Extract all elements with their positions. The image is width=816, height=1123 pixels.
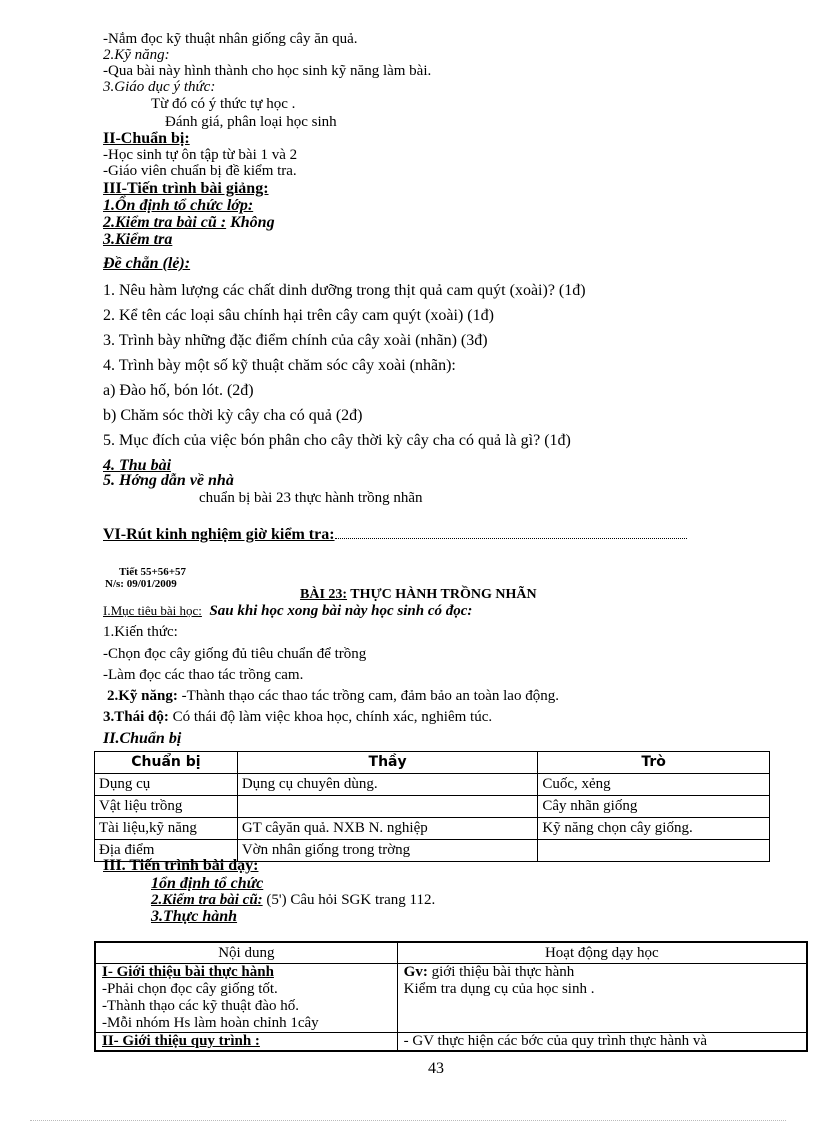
table-cell: Cuốc, xẻng: [538, 774, 770, 796]
teaching-step-1: 1ổn định tổ chức: [151, 875, 264, 892]
procedure-text: - GV thực hiện các bớc của quy trình thực hành và: [403, 1033, 708, 1049]
column-header: Chuẩn bị: [95, 752, 238, 774]
preparation-table: [94, 751, 770, 862]
column-header: Trò: [538, 752, 770, 774]
education-line-1: Từ đó có ý thức tự học .: [151, 96, 296, 112]
table-cell: [538, 840, 770, 862]
table-header-row: [95, 942, 807, 964]
table-cell: GT câyăn quả. NXB N. nghiệp: [237, 818, 538, 840]
table-cell: [95, 1033, 397, 1052]
table-cell: Dụng cụ chuyên dùng.: [237, 774, 538, 796]
column-header: Nội dung: [95, 942, 397, 964]
teaching-step-2-text: (5') Câu hỏi SGK trang 112.: [262, 892, 436, 908]
attitude-text: Có thái độ làm việc khoa học, chính xác, nghiêm túc.: [168, 709, 493, 725]
lesson-number: BÀI 23:: [300, 587, 348, 602]
table-header-row: [95, 752, 770, 774]
column-header: Hoạt động dạy học: [397, 942, 807, 964]
education-line-2: Đánh giá, phân loại học sinh: [165, 114, 337, 130]
experience-line: [103, 526, 687, 543]
question-4a: a) Đào hố, bón lót. (2đ): [103, 382, 254, 399]
procedure-title: II- Giới thiệu quy trình :: [102, 1033, 260, 1049]
intro-line-2: -Thành thạo các kỹ thuật đào hố.: [102, 998, 300, 1014]
teacher-line: [404, 964, 800, 981]
exam-heading: Đề chẵn (lẻ):: [103, 255, 191, 272]
table-cell: Tài liệu,kỹ năng: [95, 818, 238, 840]
guide-text: chuẩn bị bài 23 thực hành trồng nhãn: [199, 490, 423, 506]
table-cell: Dụng cụ: [95, 774, 238, 796]
education-heading: 3.Giáo dục ý thức:: [103, 79, 216, 95]
period-label: Tiết 55+56+57: [119, 566, 187, 578]
attitude-line: [103, 710, 492, 725]
table-cell: [397, 1033, 807, 1052]
page-number: 43: [428, 1060, 444, 1077]
activity-table: [94, 941, 808, 1052]
table-cell: Cây nhãn giống: [538, 796, 770, 818]
knowledge-line: -Nắm đọc kỹ thuật nhân giống cây ăn quả.: [103, 31, 358, 47]
teaching-step-3: 3.Thực hành: [151, 908, 238, 925]
dotted-fill-line: [335, 526, 687, 539]
table-row: [95, 818, 770, 840]
skill-line: [107, 689, 559, 704]
intro-line-3: -Mỗi nhóm Hs làm hoàn chỉnh 1cây: [102, 1015, 319, 1031]
date-label: N/s: 09/01/2009: [105, 578, 177, 590]
teacher-text: giới thiệu bài thực hành: [427, 964, 575, 980]
skills-heading: 2.Kỹ năng:: [103, 47, 170, 63]
knowledge-line-2: -Làm đọc các thao tác trồng cam.: [103, 667, 304, 683]
lesson-name: THỰC HÀNH TRỒNG NHÃN: [347, 587, 537, 602]
table-row: [95, 796, 770, 818]
objective-line: [103, 604, 472, 619]
skill-label: 2.Kỹ năng:: [107, 688, 178, 704]
attitude-label: 3.Thái độ:: [103, 709, 169, 725]
preparation-line-2: -Giáo viên chuẩn bị đề kiểm tra.: [103, 163, 297, 179]
step-2-label: 2.Kiểm tra bài cũ :: [103, 214, 227, 231]
table-cell: Vờn nhân giống trong trờng: [237, 840, 538, 862]
step-3: 3.Kiểm tra: [103, 231, 173, 248]
guide-heading: 5. Hớng dẫn về nhà: [103, 472, 234, 489]
skill-text: -Thành thạo các thao tác trồng cam, đảm bảo an toàn lao động.: [177, 688, 559, 704]
column-header: Thầy: [237, 752, 538, 774]
intro-line-1: -Phải chọn đọc cây giống tốt.: [102, 981, 278, 997]
process-heading: III-Tiến trình bài giảng:: [103, 180, 269, 197]
table-row: [95, 774, 770, 796]
question-4: 4. Trình bày một số kỹ thuật chăm sóc cây xoài (nhãn):: [103, 357, 456, 374]
collect-heading: 4. Thu bài: [103, 457, 172, 474]
knowledge-heading: 1.Kiến thức:: [103, 624, 178, 640]
table-cell: [397, 964, 807, 1033]
question-1: 1. Nêu hàm lượng các chất dinh dưỡng trong thịt quả cam quýt (xoài)? (1đ): [103, 282, 586, 299]
table-cell: [237, 796, 538, 818]
teaching-step-2-label: 2.Kiểm tra bài cũ:: [151, 892, 263, 908]
table-cell: Địa điểm: [95, 840, 238, 862]
lesson-title: [300, 588, 537, 602]
step-2-value: Không: [226, 214, 275, 231]
teaching-process-heading: III. Tiến trình bài dạy:: [103, 857, 259, 874]
intro-title: I- Giới thiệu bài thực hành: [102, 964, 274, 980]
step-2: [103, 215, 275, 231]
objective-text: Sau khi học xong bài này học sinh có đọc:: [209, 603, 473, 619]
objective-label: I.Mục tiêu bài học:: [103, 603, 202, 618]
question-5: 5. Mục đích của việc bón phân cho cây thời kỳ cây cha có quả là gì? (1đ): [103, 432, 571, 449]
table-cell: Kỹ năng chọn cây giống.: [538, 818, 770, 840]
prep-heading-2: II.Chuẩn bị: [103, 730, 182, 747]
table-cell: Vật liệu trồng: [95, 796, 238, 818]
step-1: 1.Ổn định tổ chức lớp:: [103, 197, 254, 214]
table-row: [95, 964, 807, 1033]
knowledge-line-1: -Chọn đọc cây giống đủ tiêu chuẩn để trồng: [103, 646, 367, 662]
question-4b: b) Chăm sóc thời kỳ cây cha có quả (2đ): [103, 407, 363, 424]
preparation-line-1: -Học sinh tự ôn tập từ bài 1 và 2: [103, 147, 298, 163]
table-cell: [95, 964, 397, 1033]
question-2: 2. Kể tên các loại sâu chính hại trên cây cam quýt (xoài) (1đ): [103, 307, 494, 324]
preparation-heading: II-Chuẩn bị:: [103, 130, 190, 147]
teaching-step-2: [151, 893, 435, 908]
question-3: 3. Trình bày những đặc điểm chính của cây xoài (nhãn) (3đ): [103, 332, 488, 349]
skills-text: -Qua bài này hình thành cho học sinh kỹ năng làm bài.: [103, 63, 432, 79]
table-row: [95, 1033, 807, 1052]
footer-divider: [30, 1120, 786, 1121]
teacher-label: Gv:: [403, 964, 428, 980]
experience-heading: VI-Rút kinh nghiệm giờ kiểm tra:: [103, 526, 335, 543]
teacher-line-2: Kiểm tra dụng cụ của học sinh .: [403, 981, 595, 997]
